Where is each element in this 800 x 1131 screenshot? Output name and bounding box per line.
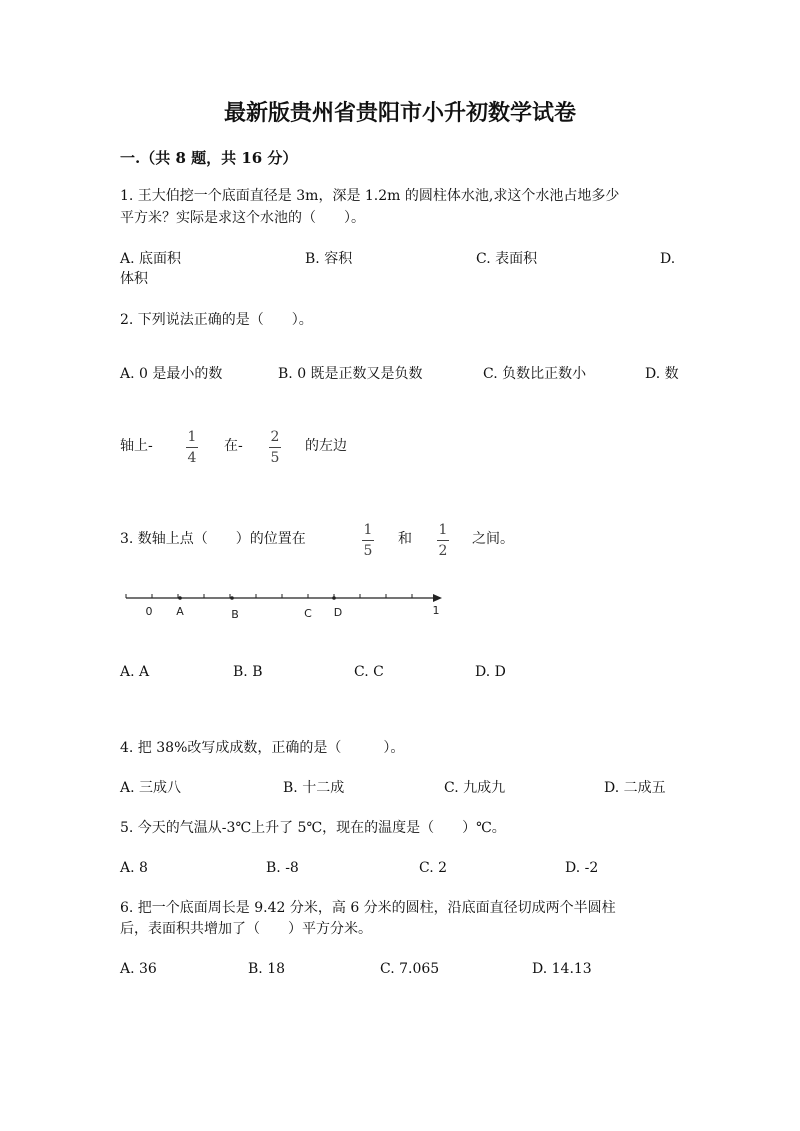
- q1-option-b: B. 容积: [305, 251, 353, 267]
- q5-option-b: B. -8: [266, 860, 299, 876]
- number-line-label-a: A: [176, 605, 184, 618]
- q2-option-d-cont-c: 的左边: [305, 438, 347, 454]
- q3-text-b: 和: [398, 531, 412, 547]
- page-title: 最新版贵州省贵阳市小升初数学试卷: [223, 100, 576, 126]
- q5-option-a: A. 8: [120, 860, 148, 876]
- q5-option-d: D. -2: [565, 860, 599, 876]
- q2-fraction-1: [184, 430, 200, 465]
- q6-option-b: B. 18: [248, 961, 286, 977]
- q3-option-b: B. B: [233, 664, 263, 680]
- number-line-label-d: D: [333, 606, 343, 619]
- point-d-dot: [332, 596, 336, 600]
- q2-option-c: C. 负数比正数小: [483, 366, 587, 382]
- q1-option-d: D.: [660, 251, 676, 267]
- q2-option-d-cont-b: 在-: [224, 438, 243, 454]
- number-line-arrow: [433, 594, 442, 602]
- q3-text-c: 之间。: [472, 531, 514, 547]
- section-heading: 一.（共 8 题，共 16 分）: [120, 149, 298, 167]
- q2-fraction-2-numerator: 2: [270, 429, 280, 445]
- q3-option-c: C. C: [354, 664, 384, 680]
- q2-option-a: A. 0 是最小的数: [120, 366, 223, 382]
- q3-fraction-2: [435, 523, 451, 558]
- q4-option-d: D. 二成五: [604, 780, 666, 796]
- q6-option-a: A. 36: [120, 961, 157, 977]
- q4-text: 4. 把 38%改写成成数，正确的是（ ）。: [120, 740, 405, 756]
- q3-fraction-2-numerator: 1: [438, 522, 448, 538]
- q6-text-line1: 6. 把一个底面周长是 9.42 分米，高 6 分米的圆柱，沿底面直径切成两个半圆柱: [120, 900, 616, 916]
- q3-fraction-1-numerator: 1: [363, 522, 373, 538]
- q2-option-b: B. 0 既是正数又是负数: [278, 366, 423, 382]
- q2-option-d-cont-a: 轴上-: [120, 438, 153, 454]
- q2-text: 2. 下列说法正确的是（ ）。: [120, 312, 313, 328]
- q5-text: 5. 今天的气温从-3℃上升了 5℃，现在的温度是（ ）℃。: [120, 820, 506, 836]
- q3-text-a: 3. 数轴上点（ ）的位置在: [120, 531, 306, 547]
- q1-text-line1: 1. 王大伯挖一个底面直径是 3m，深是 1.2m 的圆柱体水池,求这个水池占地多少: [120, 188, 620, 204]
- q3-fraction-1-denominator: 5: [363, 543, 373, 559]
- q3-option-d: D. D: [475, 664, 506, 680]
- q1-text-line2: 平方米？实际是求这个水池的（ ）。: [120, 210, 365, 226]
- q3-option-a: A. A: [120, 664, 150, 680]
- q2-fraction-1-denominator: 4: [187, 450, 197, 466]
- q2-option-d: D. 数: [645, 366, 679, 382]
- number-line-label-0: 0: [145, 605, 153, 618]
- q6-option-c: C. 7.065: [380, 961, 440, 977]
- q1-option-a: A. 底面积: [120, 251, 182, 267]
- q2-fraction-2-denominator: 5: [270, 450, 280, 466]
- number-line-label-b: B: [231, 608, 239, 621]
- number-line-label-1: 1: [432, 604, 440, 617]
- q4-option-a: A. 三成八: [120, 780, 182, 796]
- q1-option-c: C. 表面积: [476, 251, 538, 267]
- point-a-dot: [178, 596, 182, 600]
- number-line-figure: [124, 585, 454, 625]
- number-line-label-c: C: [304, 607, 312, 620]
- q4-option-b: B. 十二成: [283, 780, 345, 796]
- q1-option-d-wrap: 体积: [120, 271, 148, 287]
- q3-fraction-2-denominator: 2: [438, 543, 448, 559]
- q5-option-c: C. 2: [419, 860, 448, 876]
- q2-fraction-2: [267, 430, 283, 465]
- q3-fraction-1: [360, 523, 376, 558]
- point-b-dot: [230, 596, 234, 600]
- q2-fraction-1-numerator: 1: [187, 429, 197, 445]
- q6-option-d: D. 14.13: [532, 961, 592, 977]
- q4-option-c: C. 九成九: [444, 780, 506, 796]
- q6-text-line2: 后，表面积共增加了（ ）平方分米。: [120, 921, 372, 937]
